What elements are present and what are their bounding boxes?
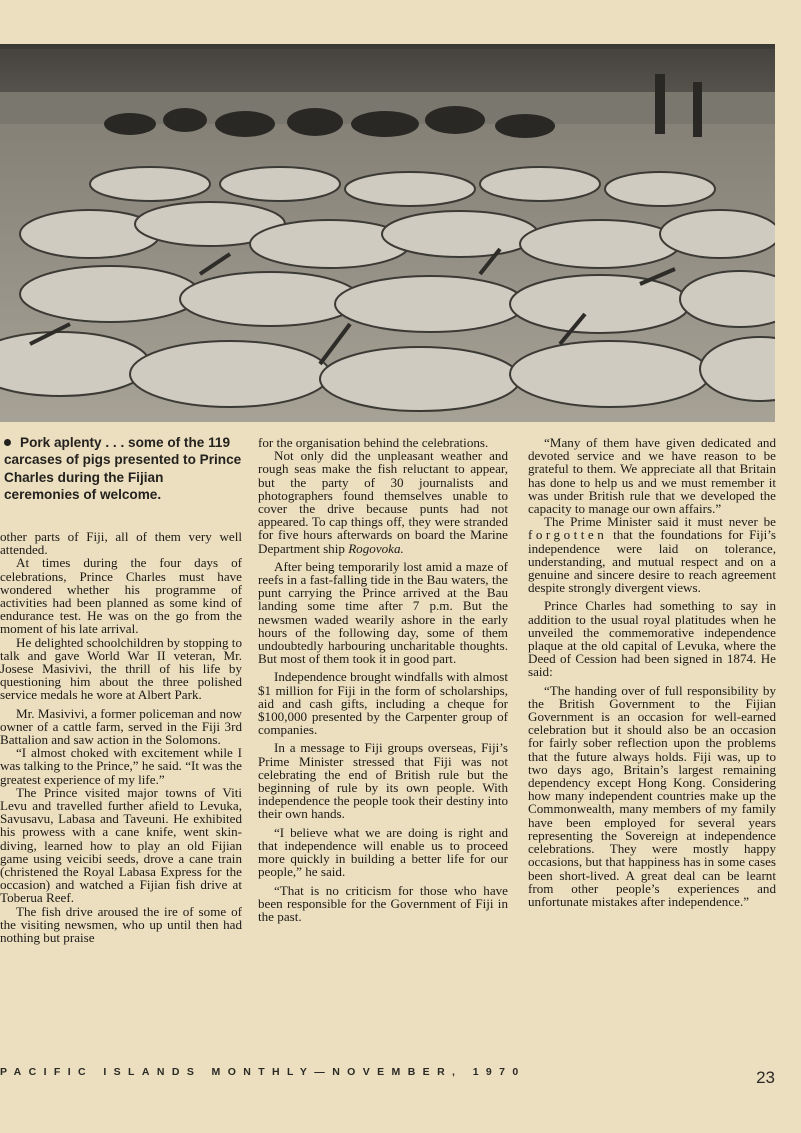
spaced-word: forgotten [528,527,608,543]
page-footer [0,1062,801,1092]
column-2 [258,436,508,923]
photo-caption [4,434,242,504]
page-number: 23 [756,1068,775,1087]
paragraph-text: Not only did the unpleasant weather and rough seas make the fish reluctant to appear, but the party of 30 journalists and photographers found themselves unable to cover the drive because punts had not appeared. To cap things off, they were stranded for five hours afterwards on board the Marine Department ship [258,448,508,556]
column-3 [528,436,776,908]
paragraph: “That is no criticism for those who have been responsible for the Government of Fiji in the past. [258,882,508,924]
bullet-icon [4,439,11,446]
paragraph-text: that the foundations for Fiji’s independence were laid on tolerance, understanding, and mutual respect and on a genuine and sincere desire to reach agreement despite strongly divergent views. [528,527,777,596]
caption-text: Pork aplenty . . . some of the 119 carcases of pigs presented to Prince Charles during the Fijian ceremonies of welcome. [4,435,242,503]
paragraph: Independence brought windfalls with almost $1 million for Fiji in the form of scholarships, aid and cash gifts, including a cheque for $100,000 presented by the Carpenter group of companies. [258,669,508,738]
ship-name: Rogovoka. [348,540,404,556]
pig-carcasses-photo [0,44,775,422]
paragraph: Mr. Masivivi, a former policeman and now owner of a cattle farm, served in the Fiji 3rd Battalion and saw action in the Solomons. [0,705,242,748]
paragraph: In a message to Fiji groups overseas, Fiji’s Prime Minister stressed that Fiji was not celebrating the end of British rule but the beginning of rule by its own people. With independence the people took their destiny into their own hands. [258,740,508,822]
paragraph: “Many of them have given dedicated and devoted service and we have reason to be grateful to them. We appreciate all that Britain has done to help us and we must remember it was under British rule that we developed the capacity to manage our own affairs.” [528,435,776,517]
paragraph [258,449,508,555]
paragraph: Prince Charles had something to say in addition to the usual royal platitudes when he unveiled the commemorative independence plaque at the old capital of Levuka, where the Deed of Cession had been signed in 1874. He said: [528,598,776,680]
paragraph: “I believe what we are doing is right and that independence will enable us to proceed more quickly in building a better life for our people,” he said. [258,824,508,880]
column-1 [0,530,242,944]
paragraph: “I almost choked with excitement while I was talking to the Prince,” he said. “It was the greatest experience of my life.” [0,745,242,787]
paragraph: “The handing over of full responsibility by the British Government to the Fijian Government is an occasion for well-earned celebration but it should also be an occasion for fairly sober reflection upon the problems that the future always holds. Fiji was, up to two days ago, Britain’s largest remaining dependency except Hong Kong. Considering how many independent countries make up the Commonwealth, many members of my family have been employed for several years representing the Sovereign at independence celebrations. They were mostly happy occasions, but that happiness has in some cases been short-lived. A great deal can be learnt from other people’s experiences and unfortunate mistakes after independence.” [528,682,777,909]
pig-carcasses-photo-icon [0,44,775,422]
paragraph: After being temporarily lost amid a maze of reefs in a fast-falling tide in the Bau waters, the punt carrying the Prince arrived at the Bau landing some time after 7 p.m. But the newsmen waded wearily ashore in the early hours of the following day, some of them undoubtedly harbouring uncharitable thoughts. But most of them took it in good part. [258,558,508,667]
paragraph: He delighted schoolchildren by stopping to talk and gave World War II veteran, Mr. Josese Masivivi, the thrill of his life by questioning him about the three polished service medals he wore at Albert Park. [0,634,242,703]
paragraph: for the organisation behind the celebrations. [258,435,489,450]
magazine-name: PACIFIC ISLANDS MONTHLY—NOVEMBER, 1970 [0,1066,526,1078]
paragraph: At times during the four days of celebrations, Prince Charles must have wondered whether his programme of activities had been planned as some kind of endurance test. He was on the go from the moment of his late arrival. [0,555,242,637]
paragraph: The Prince visited major towns of Viti Levu and travelled further afield to Levuka, Savusavu, Labasa and Taveuni. He exhibited his prowess with a cane knife, went skin-diving, learned how to play an old Fijian game using veicibi seeds, drove a cane train (christened the Royal Labasa Express for the occasion) and watched a Fijian fish drive at Toberua Reef. [0,784,242,906]
paragraph-text: The Prime Minister said it must never be [544,514,776,530]
paragraph: other parts of Fiji, all of them very well attended. [0,529,242,558]
paragraph [528,515,776,594]
paragraph: The fish drive aroused the ire of some of the visiting newsmen, who up until then had nothing but praise [0,903,242,946]
